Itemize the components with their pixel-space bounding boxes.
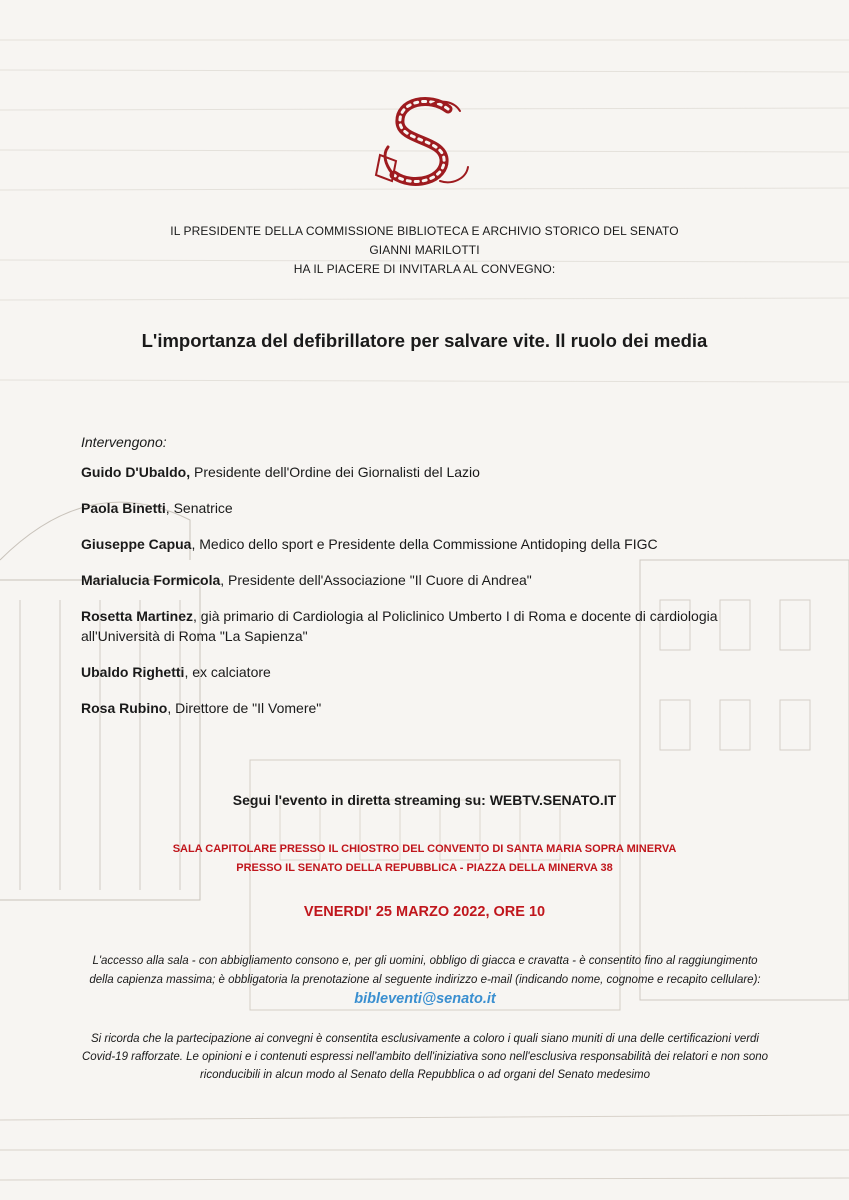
speaker-item xyxy=(81,698,771,718)
access-text: L'accesso alla sala - con abbigliamento consono e, per gli uomini, obbligo di giacca e cravatta - è consentito fino al raggiungimento della capienza massima; è obbligatoria la prenotazione al seguente indirizzo e-mail (indicando nome, cognome e recapito cellulare): xyxy=(89,955,761,986)
speaker-item xyxy=(81,462,771,482)
speaker-role: , ex calciatore xyxy=(184,664,271,680)
speaker-role: , Presidente dell'Associazione "Il Cuore di Andrea" xyxy=(220,572,532,588)
speaker-name: Paola Binetti xyxy=(81,500,166,516)
venue-info xyxy=(0,840,849,878)
speaker-role: , già primario di Cardiologia al Policlinico Umberto I di Roma e docente di cardiologia all'Università di Roma "La Sapienza" xyxy=(81,608,718,644)
speaker-name: Ubaldo Righetti xyxy=(81,664,185,680)
senato-s-monogram-icon xyxy=(370,95,480,195)
speaker-role: , Direttore de "Il Vomere" xyxy=(167,700,322,716)
invitation-header xyxy=(0,222,849,279)
speaker-name: Marialucia Formicola xyxy=(81,572,221,588)
speaker-role: , Medico dello sport e Presidente della Commissione Antidoping della FIGC xyxy=(191,536,658,552)
venue-line-1: SALA CAPITOLARE PRESSO IL CHIOSTRO DEL CONVENTO DI SANTA MARIA SOPRA MINERVA xyxy=(172,843,677,855)
speakers-list xyxy=(81,432,771,734)
speaker-item xyxy=(81,534,771,554)
header-line-3: HA IL PIACERE DI INVITARLA AL CONVEGNO: xyxy=(293,262,556,276)
speaker-role: Presidente dell'Ordine dei Giornalisti del Lazio xyxy=(190,464,480,480)
speaker-name: Rosa Rubino xyxy=(81,700,168,716)
speaker-item xyxy=(81,570,771,590)
covid-disclaimer: Si ricorda che la partecipazione ai convegni è consentita esclusivamente a coloro i quali siano muniti di una delle certificazioni verdi Covid-19 rafforzate. Le opinioni e i contenuti espressi nell'ambito dell'iniziativa sono nell'esclusiva responsabilità dei relatori e non sono riconducibili in alcun modo al Senato della Repubblica o ad organi del Senato medesimo xyxy=(81,1033,769,1081)
header-line-2: GIANNI MARILOTTI xyxy=(369,243,480,257)
header-line-1: IL PRESIDENTE DELLA COMMISSIONE BIBLIOTECA E ARCHIVIO STORICO DEL SENATO xyxy=(170,224,679,238)
access-notice xyxy=(80,952,770,1010)
speaker-item xyxy=(81,498,771,518)
speaker-name: Giuseppe Capua xyxy=(81,536,192,552)
streaming-info: Segui l'evento in diretta streaming su: WEBTV.SENATO.IT xyxy=(232,792,617,808)
speaker-name: Guido D'Ubaldo, xyxy=(81,464,191,480)
speaker-name: Rosetta Martinez xyxy=(81,608,194,624)
conference-title: L'importanza del defibrillatore per salvare vite. Il ruolo dei media xyxy=(141,330,708,351)
speaker-role: , Senatrice xyxy=(165,500,233,516)
speakers-intro: Intervengono: xyxy=(81,434,167,450)
event-date: VENERDI' 25 MARZO 2022, ORE 10 xyxy=(303,904,546,920)
speaker-item xyxy=(81,662,771,682)
speaker-item xyxy=(81,606,771,646)
booking-email-link[interactable]: bibleventi@senato.it xyxy=(354,991,496,1007)
venue-line-2: PRESSO IL SENATO DELLA REPUBBLICA - PIAZZA DELLA MINERVA 38 xyxy=(236,862,613,874)
